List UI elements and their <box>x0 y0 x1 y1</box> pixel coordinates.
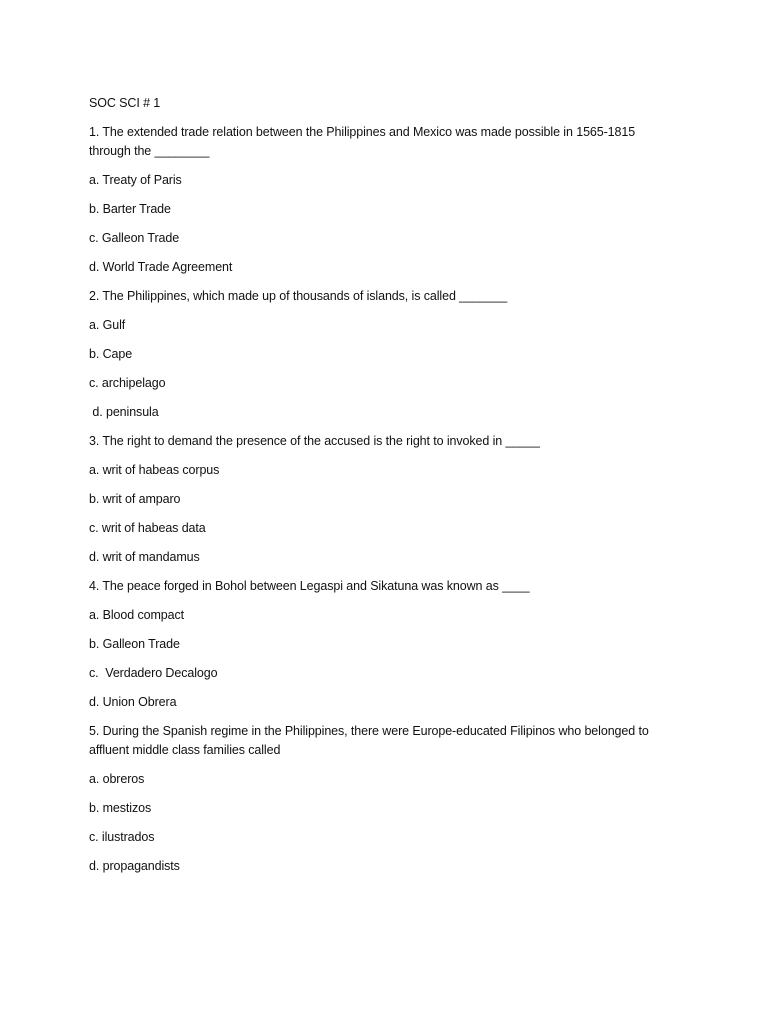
document-title: SOC SCI # 1 <box>89 96 161 110</box>
option-d: d. peninsula <box>89 405 159 419</box>
option-a: a. obreros <box>89 772 145 786</box>
question-text: 5. During the Spanish regime in the Philippines, there were Europe-educated Filipinos who belonged to affluent middle class families called <box>89 724 653 757</box>
question-2 <box>89 287 679 422</box>
option-d: d. writ of mandamus <box>89 550 200 564</box>
option-a: a. writ of habeas corpus <box>89 463 220 477</box>
option-c: c. Verdadero Decalogo <box>89 666 218 680</box>
option-c: c. writ of habeas data <box>89 521 206 535</box>
option-d: d. propagandists <box>89 859 180 873</box>
option-a: a. Blood compact <box>89 608 184 622</box>
question-4 <box>89 577 679 712</box>
option-b: b. mestizos <box>89 801 152 815</box>
option-c: c. ilustrados <box>89 830 155 844</box>
option-c: c. Galleon Trade <box>89 231 180 245</box>
document-body <box>89 94 679 886</box>
option-b: b. Cape <box>89 347 133 361</box>
question-1 <box>89 123 679 277</box>
question-5 <box>89 722 679 876</box>
option-a: a. Gulf <box>89 318 126 332</box>
option-b: b. writ of amparo <box>89 492 181 506</box>
question-text: 4. The peace forged in Bohol between Legaspi and Sikatuna was known as ____ <box>89 579 530 593</box>
question-text: 2. The Philippines, which made up of thousands of islands, is called _______ <box>89 289 508 303</box>
option-c: c. archipelago <box>89 376 166 390</box>
question-text: 3. The right to demand the presence of the accused is the right to invoked in _____ <box>89 434 540 448</box>
option-b: b. Barter Trade <box>89 202 171 216</box>
option-d: d. Union Obrera <box>89 695 177 709</box>
question-text: 1. The extended trade relation between the Philippines and Mexico was made possible in 1565-1815 through the ________ <box>89 125 639 158</box>
option-a: a. Treaty of Paris <box>89 173 182 187</box>
option-b: b. Galleon Trade <box>89 637 180 651</box>
option-d: d. World Trade Agreement <box>89 260 233 274</box>
question-3 <box>89 432 679 567</box>
